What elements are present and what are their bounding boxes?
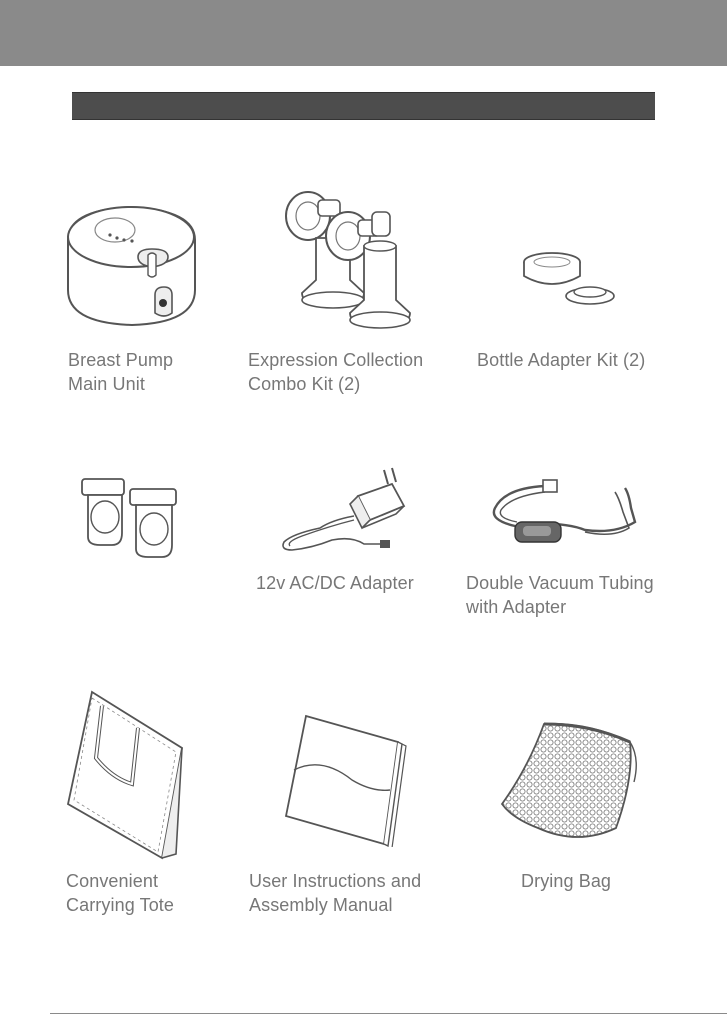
- label-line-1: Drying Bag: [521, 871, 612, 891]
- label-line-2: Assembly Manual: [249, 895, 393, 915]
- label-line-2: Carrying Tote: [66, 895, 175, 915]
- bottle-adapter-kit-illustration: [520, 248, 620, 313]
- breast-pump-main-unit-illustration: [60, 195, 205, 335]
- label-line-2: Combo Kit (2): [248, 374, 361, 394]
- expression-kit-illustration: [278, 188, 418, 338]
- item-label-bottle-adapter: [477, 348, 645, 372]
- item-label-tote: [66, 869, 174, 917]
- footer-divider: [50, 1013, 727, 1014]
- item-label-drying-bag: [521, 869, 611, 893]
- user-manual-illustration: [282, 712, 412, 847]
- item-label-expression-kit: [248, 348, 423, 396]
- label-line-1: Double Vacuum Tubing: [466, 573, 654, 593]
- valves-illustration: [78, 475, 188, 560]
- item-label-breast-pump: [68, 348, 173, 396]
- drying-bag-illustration: [498, 718, 643, 848]
- item-label-manual: [249, 869, 421, 917]
- label-line-1: User Instructions and: [249, 871, 422, 891]
- item-label-adapter: [256, 571, 414, 595]
- label-line-2: Main Unit: [68, 374, 145, 394]
- label-line-1: Bottle Adapter Kit (2): [477, 350, 646, 370]
- label-line-1: 12v AC/DC Adapter: [256, 573, 414, 593]
- header-band: [0, 0, 727, 66]
- label-line-2: with Adapter: [466, 597, 567, 617]
- section-title-bar: [72, 92, 655, 120]
- double-vacuum-tubing-illustration: [485, 468, 640, 553]
- label-line-1: Expression Collection: [248, 350, 424, 370]
- ac-dc-adapter-illustration: [272, 462, 412, 557]
- label-line-1: Convenient: [66, 871, 159, 891]
- label-line-1: Breast Pump: [68, 350, 174, 370]
- carrying-tote-illustration: [62, 688, 197, 863]
- item-label-tubing: [466, 571, 654, 619]
